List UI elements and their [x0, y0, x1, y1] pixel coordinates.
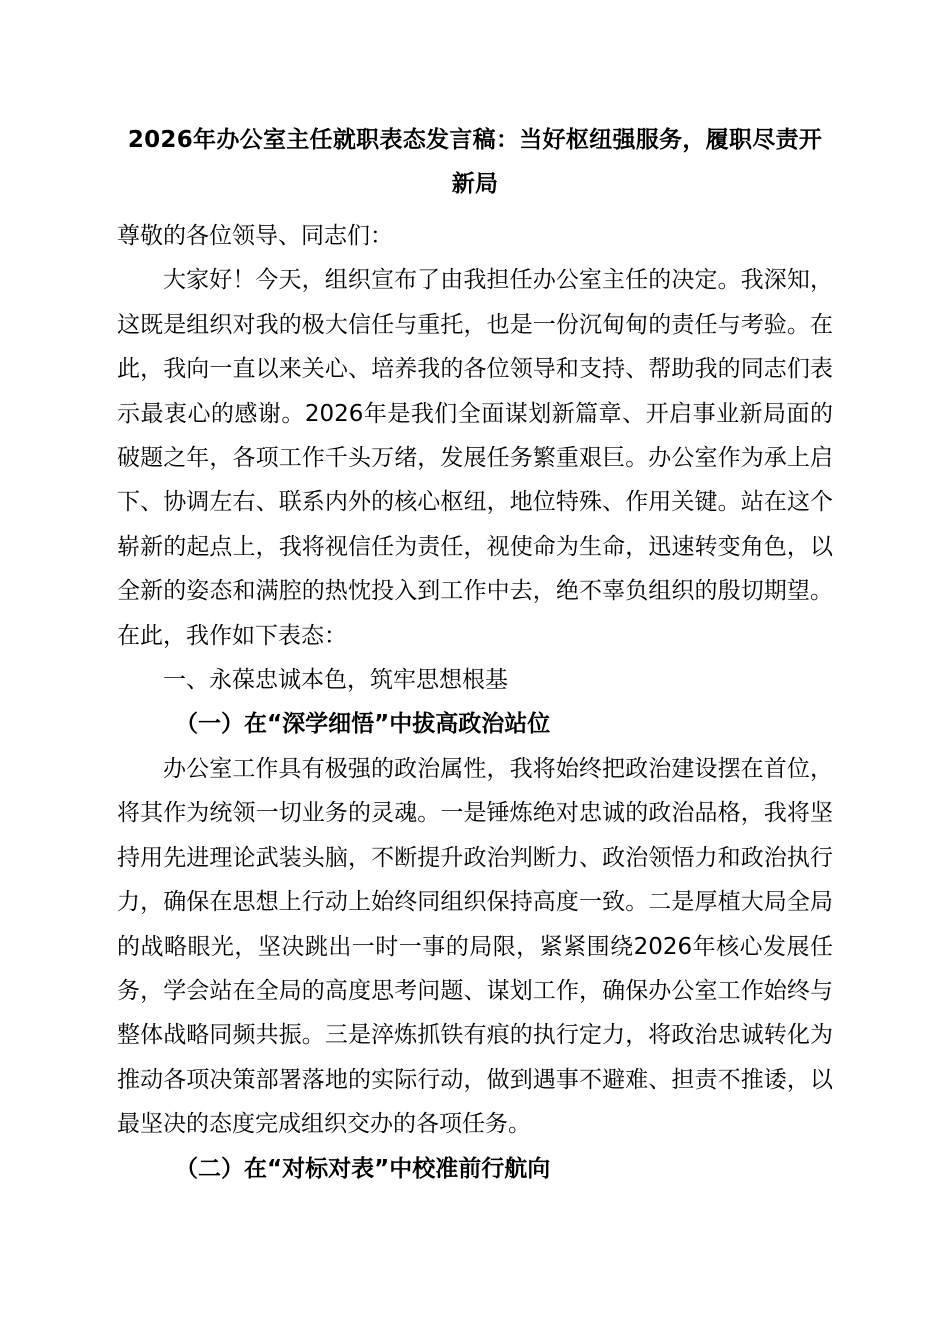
subsection-1-body: 办公室工作具有极强的政治属性，我将始终把政治建设摆在首位，将其作为统领一切业务的灵魂。一是锤炼绝对忠诚的政治品格，我将坚持用先进理论武装头脑，不断提升政治判断力、政治领悟力和政治执行力，确保在思想上行动上始终同组织保持高度一致。二是厚植大局全局的战略眼光，坚决跳出一时一事的局限，紧紧围绕2026年核心发展任务，学会站在全局的高度思考问题、谋划工作，确保办公室工作始终与整体战略同频共振。三是淬炼抓铁有痕的执行定力，将政治忠诚转化为推动各项决策部署落地的实际行动，做到遇事不避难、担责不推诿，以最坚决的态度完成组织交办的各项任务。 — [117, 755, 833, 1138]
subsection-2-heading: （二）在“对标对表”中校准前行航向 — [175, 1155, 551, 1182]
intro-paragraph: 大家好！今天，组织宣布了由我担任办公室主任的决定。我深知，这既是组织对我的极大信任与重托，也是一份沉甸甸的责任与考验。在此，我向一直以来关心、培养我的各位领导和支持、帮助我的同志们表示最衷心的感谢。2026年是我们全面谋划新篇章、开启事业新局面的破题之年，各项工作千头万绪，发展任务繁重艰巨。办公室作为承上启下、协调左右、联系内外的核心枢纽，地位特殊、作用关键。站在这个崭新的起点上，我将视信任为责任，视使命为生命，迅速转变角色，以全新的姿态和满腔的热忱投入到工作中去，绝不辜负组织的殷切期望。在此，我作如下表态： — [117, 267, 833, 649]
section-1-heading: 一、永葆忠诚本色，筑牢思想根基 — [163, 667, 508, 694]
document-page — [117, 118, 833, 1191]
document-title: 2026年办公室主任就职表态发言稿：当好枢纽强服务，履职尽责开新局 — [127, 127, 823, 197]
salutation: 尊敬的各位领导、同志们： — [117, 223, 393, 249]
subsection-1-heading: （一）在“深学细悟”中拔高政治站位 — [175, 711, 551, 738]
